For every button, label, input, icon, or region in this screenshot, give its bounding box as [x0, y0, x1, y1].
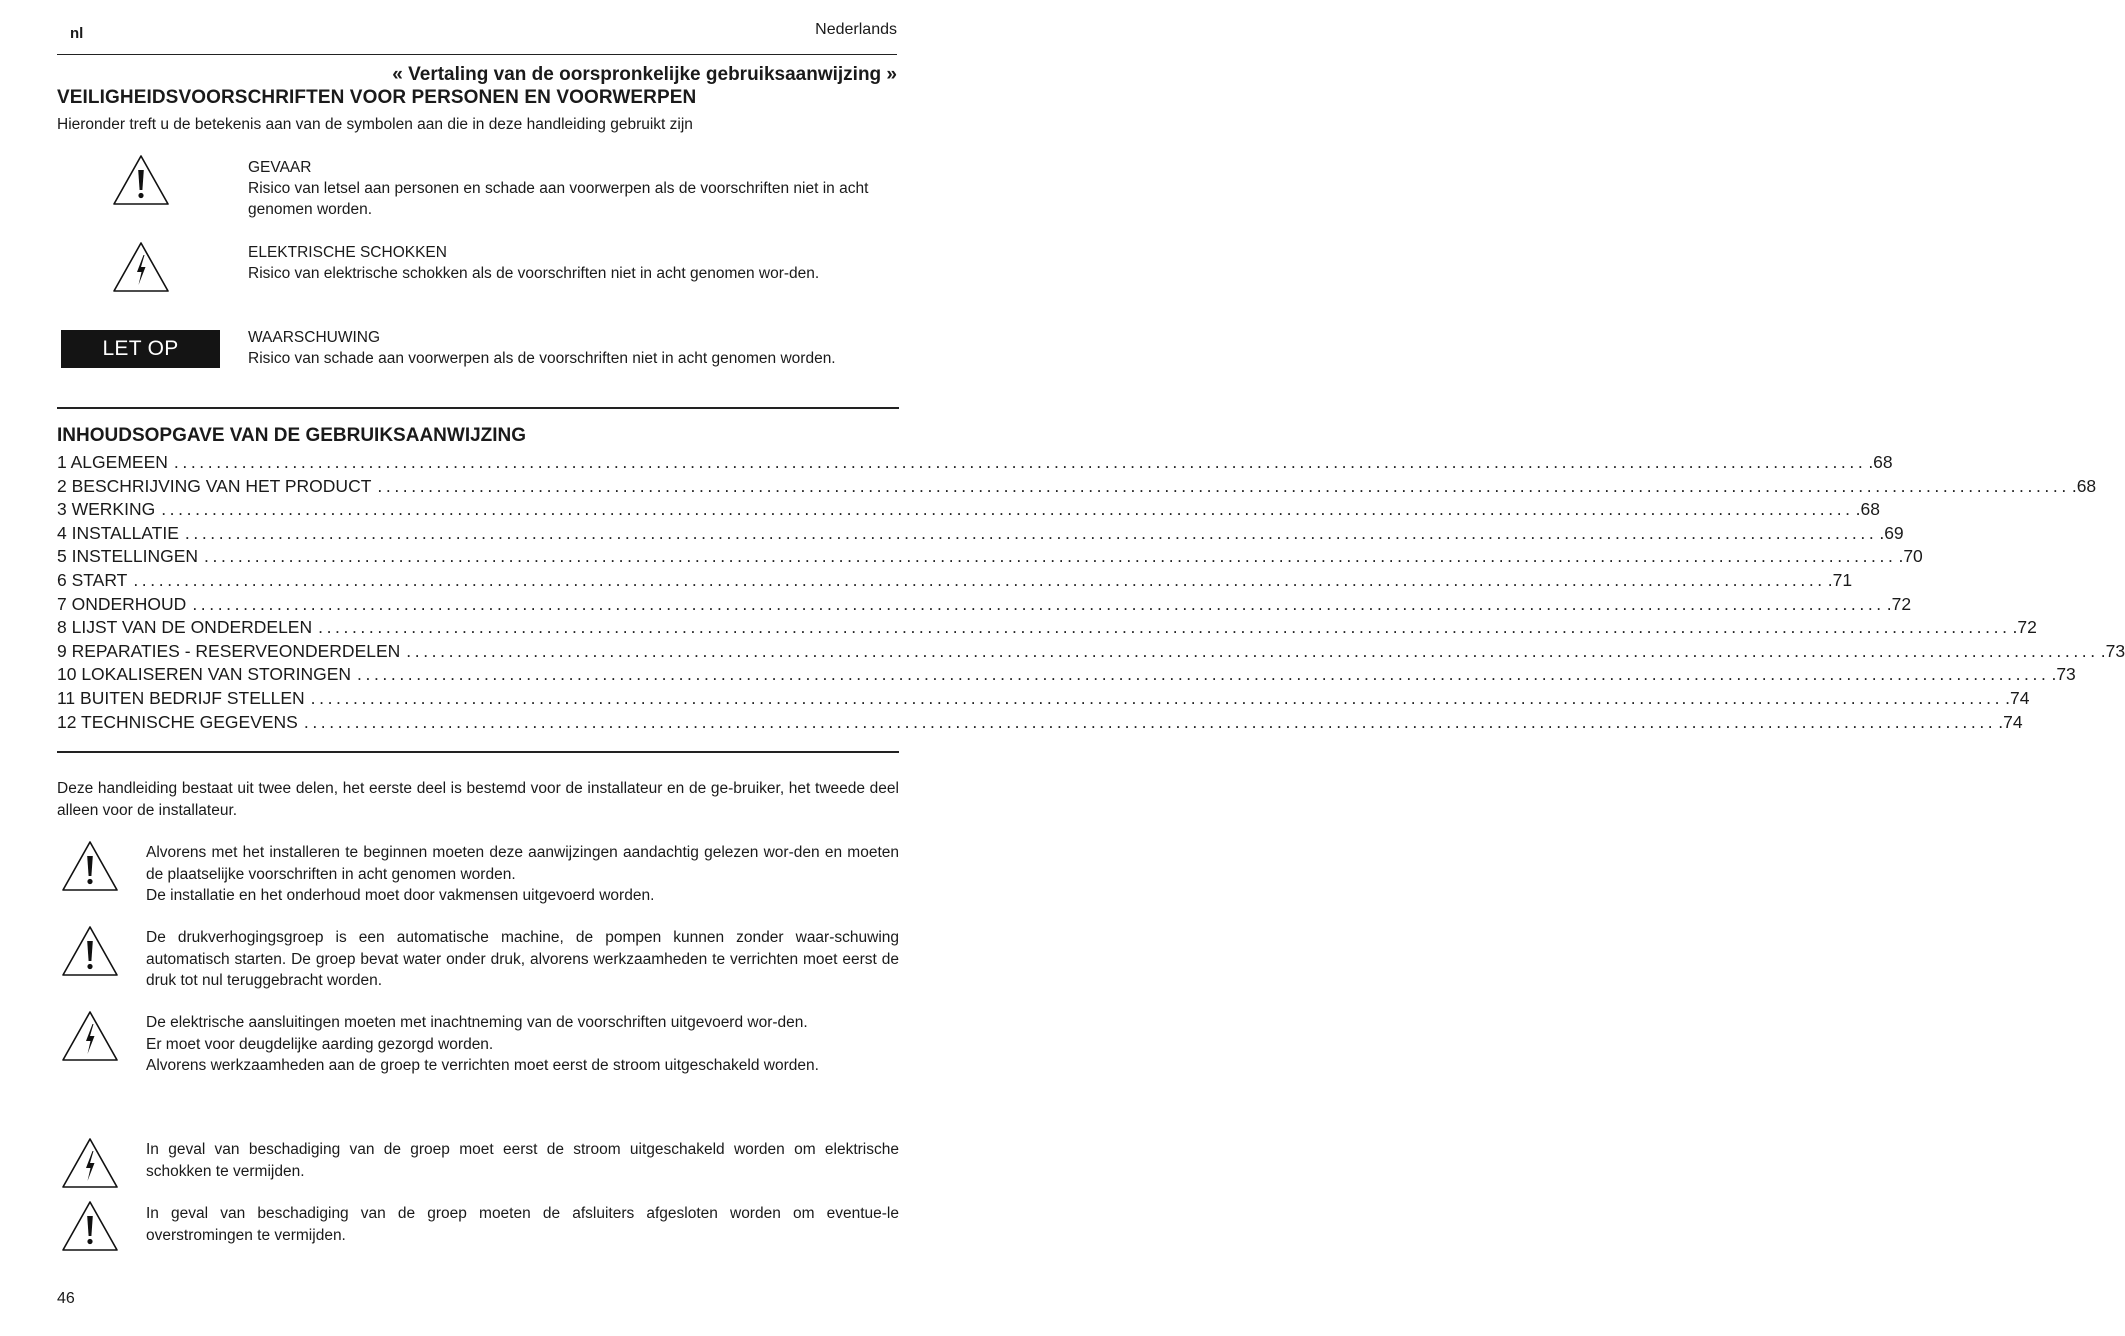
symbol-description-electric — [248, 242, 888, 284]
warning-line: De installatie en het onderhoud moet door vakmensen uitgevoerd worden. — [146, 887, 655, 904]
toc-leader-dots: ........................................................................................................................................................................................................ — [161, 499, 1854, 520]
toc-item — [57, 499, 1880, 523]
toc-item-page: .73 — [2100, 640, 2125, 661]
toc-item-page: .70 — [1898, 546, 1923, 567]
toc-item-label: 5 INSTELLINGEN — [57, 546, 199, 567]
toc-item — [57, 522, 1904, 547]
toc-leader-dots: ........................................................................................................................................................................................................ — [310, 687, 2004, 708]
warning-line: In geval van beschadiging van de groep moet eerst de stroom uitgeschakeld worden om elektrische schokken te vermijden. — [146, 1141, 899, 1180]
warning-line: De elektrische aansluitingen moeten met inachtneming van de voorschriften uitgevoerd wor-den. — [146, 1014, 808, 1031]
safety-title: VEILIGHEIDSVOORSCHRIFTEN VOOR PERSONEN EN VOORWERPEN — [57, 87, 697, 108]
warning-line: In geval van beschadiging van de groep moeten de afsluiters afgesloten worden om eventue-le overstromingen te vermijden. — [146, 1205, 899, 1244]
electric-shock-icon — [112, 241, 170, 293]
toc-item-page: .71 — [1827, 569, 1853, 590]
toc-item-label: 9 REPARATIES - RESERVEONDERDELEN — [57, 640, 401, 661]
toc-leader-dots: ........................................................................................................................................................................................................ — [357, 664, 2050, 685]
toc-item — [57, 475, 2097, 500]
toc-item — [57, 664, 2076, 688]
danger-warning-icon — [61, 1200, 119, 1252]
toc-item-page: .72 — [1886, 593, 1912, 614]
warning-line: Er moet voor deugdelijke aarding gezorgd worden. — [146, 1035, 494, 1053]
toc-leader-dots: ........................................................................................................................................................................................................ — [184, 522, 1878, 543]
electric-shock-icon — [61, 1137, 119, 1189]
safety-intro: Hieronder treft u de betekenis aan van de symbolen aan die in deze handleiding gebruikt zijn — [57, 116, 693, 133]
danger-warning-icon — [61, 925, 119, 977]
warning-line: De drukverhogingsgroep is een automatische machine, de pompen kunnen zonder waar-schuwing automatisch starten. De groep bevat water onder druk, alvorens werkzaamheden te verrichten moet eerst de druk tot nul teruggebracht worden. — [146, 929, 899, 989]
symbol-text: Risico van schade aan voorwerpen als de voorschriften niet in acht genomen worden. — [248, 350, 836, 367]
toc-item-page: .73 — [2051, 664, 2076, 685]
translation-note: « Vertaling van de oorspronkelijke gebruiksaanwijzing » — [392, 64, 897, 85]
toc-item — [57, 593, 1912, 618]
table-of-contents — [57, 452, 2125, 735]
toc-item-page: .74 — [2005, 687, 2030, 708]
toc-item — [57, 569, 1853, 594]
toc-leader-dots: ........................................................................................................................................................................................................ — [318, 617, 2011, 638]
section-divider — [57, 751, 899, 753]
toc-item-label: 2 BESCHRIJVING VAN HET PRODUCT — [57, 475, 372, 496]
toc-item — [57, 687, 2030, 712]
toc-item-label: 1 ALGEMEEN — [57, 452, 168, 472]
toc-item-label: 12 TECHNISCHE GEGEVENS — [57, 711, 298, 732]
warning-text — [146, 1203, 899, 1246]
toc-item-page: .72 — [2012, 617, 2037, 638]
language-code: nl — [70, 25, 84, 42]
warning-text — [146, 1012, 899, 1077]
warning-text — [146, 1139, 899, 1182]
toc-item-label: 8 LIJST VAN DE ONDERDELEN — [57, 617, 313, 638]
toc-item-label: 7 ONDERHOUD — [57, 593, 187, 614]
section-divider — [57, 407, 899, 409]
symbol-text: Risico van letsel aan personen en schade aan voorwerpen als de voorschriften niet in acht genomen worden. — [248, 180, 869, 218]
toc-item-page: .68 — [1868, 452, 1893, 472]
toc-leader-dots: ........................................................................................................................................................................................................ — [377, 475, 2070, 496]
toc-item — [57, 711, 2023, 736]
toc-item-label: 10 LOKALISEREN VAN STORINGEN — [57, 664, 352, 685]
symbol-title: ELEKTRISCHE SCHOKKEN — [248, 244, 447, 261]
warning-line: Alvorens met het installeren te beginnen moeten deze aanwijzingen aandachtig gelezen wor-den en moeten de plaatselijke voorschriften in acht genomen worden. — [146, 844, 899, 883]
symbol-title: WAARSCHUWING — [248, 329, 381, 346]
danger-warning-icon — [61, 840, 119, 892]
toc-item-page: .68 — [1855, 499, 1880, 520]
toc-leader-dots: ........................................................................................................................................................................................................ — [173, 452, 1867, 472]
warning-text — [146, 927, 899, 992]
intro-paragraph: Deze handleiding bestaat uit twee delen, het eerste deel is bestemd voor de installateur en de ge-bruiker, het tweede deel alleen voor de installateur. — [57, 780, 899, 819]
warning-line: Alvorens werkzaamheden aan de groep te verrichten moet eerst de stroom uitgeschakeld worden. — [146, 1057, 819, 1074]
symbol-text: Risico van elektrische schokken als de voorschriften niet in acht genomen wor-den. — [248, 265, 820, 282]
toc-item — [57, 617, 2037, 641]
toc-item-label: 4 INSTALLATIE — [57, 522, 179, 543]
symbol-description-danger — [248, 157, 888, 220]
toc-item — [57, 640, 2125, 665]
toc-item — [57, 452, 1893, 476]
let-op-badge: LET OP — [61, 330, 220, 368]
toc-leader-dots: ........................................................................................................................................................................................................ — [406, 640, 2099, 661]
toc-item-label: 11 BUITEN BEDRIJF STELLEN — [57, 687, 305, 708]
toc-item — [57, 546, 1923, 570]
language-name: Nederlands — [815, 21, 897, 38]
toc-leader-dots: ........................................................................................................................................................................................................ — [204, 546, 1897, 567]
toc-item-page: .74 — [1998, 711, 2023, 732]
toc-item-label: 6 START — [57, 569, 128, 590]
electric-shock-icon — [61, 1010, 119, 1062]
toc-leader-dots: ........................................................................................................................................................................................................ — [303, 711, 1997, 732]
danger-warning-icon — [112, 154, 170, 206]
symbol-description-caution — [248, 327, 888, 369]
toc-title: INHOUDSOPGAVE VAN DE GEBRUIKSAANWIJZING — [57, 425, 527, 446]
page-number: 46 — [57, 1290, 75, 1307]
toc-leader-dots: ........................................................................................................................................................................................................ — [192, 593, 1885, 614]
toc-leader-dots: ........................................................................................................................................................................................................ — [133, 569, 1826, 590]
symbol-title: GEVAAR — [248, 159, 312, 176]
toc-item-label: 3 WERKING — [57, 499, 156, 520]
toc-item-page: .69 — [1879, 522, 1904, 543]
header-divider — [57, 54, 897, 55]
toc-item-page: .68 — [2071, 475, 2097, 496]
warning-text — [146, 842, 899, 907]
